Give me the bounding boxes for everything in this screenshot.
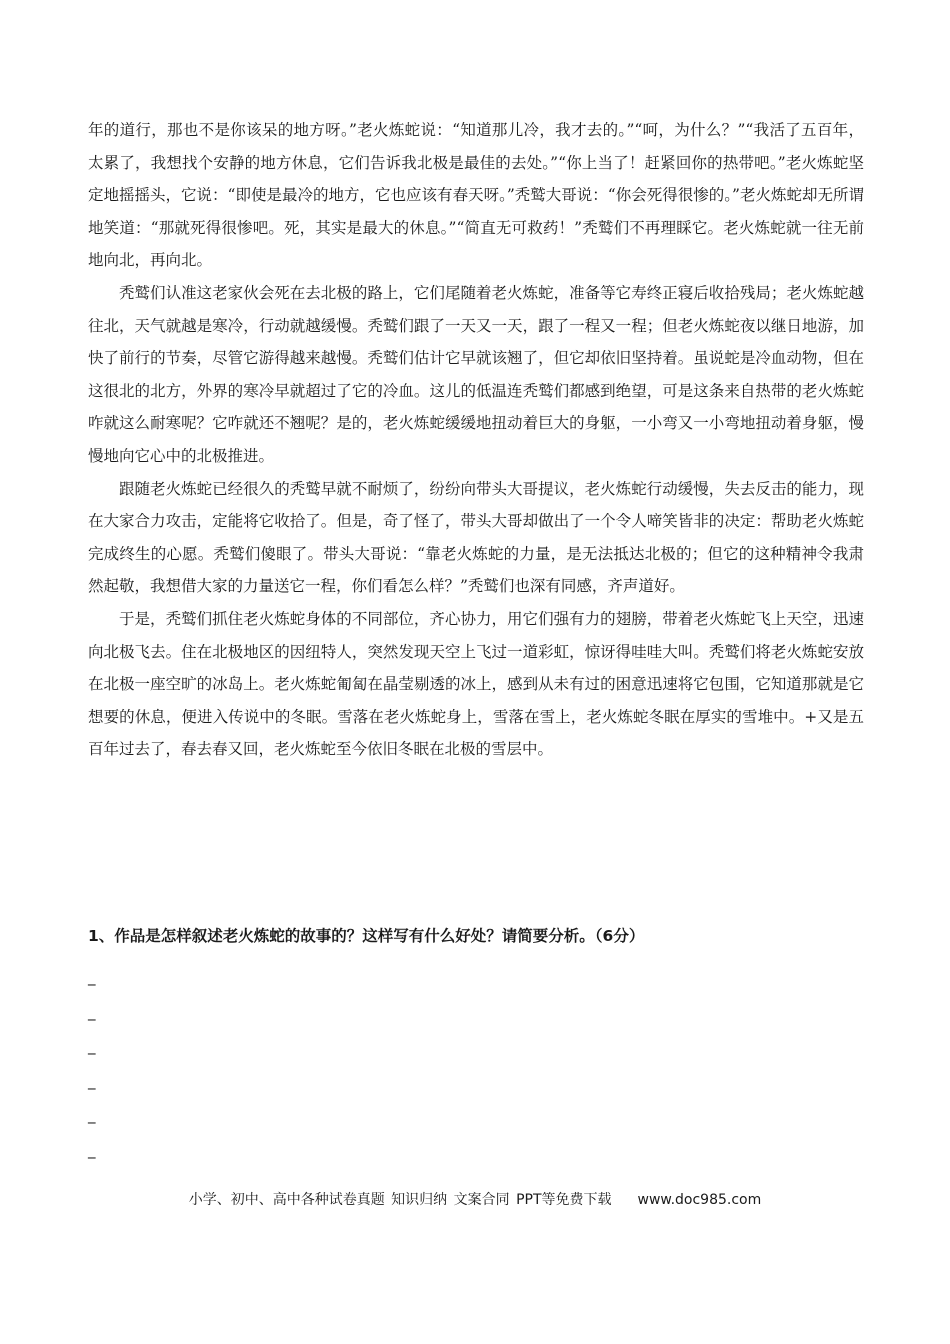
answer-area	[88, 960, 288, 1167]
answer-line-5[interactable]: _	[88, 1106, 96, 1124]
story-paragraph-4: 于是，秃鹫们抓住老火炼蛇身体的不同部位，齐心协力，用它们强有力的翅膀，带着老火炼蛇飞上天空，迅速向北极飞去。住在北极地区的因纽特人，突然发现天空上飞过一道彩虹，惊讶得哇哇大叫。秃鹫们将老火炼蛇安放在北极一座空旷的冰岛上。老火炼蛇匍匐在晶莹剔透的冰上，感到从未有过的困意迅速将它包围，它知道那就是它想要的休息，便进入传说中的冬眠。雪落在老火炼蛇身上，雪落在雪上，老火炼蛇冬眠在厚实的雪堆中。+又是五百年过去了，春去春又回，老火炼蛇至今依旧冬眠在北极的雪层中。	[88, 609, 864, 759]
story-paragraph-3: 跟随老火炼蛇已经很久的秃鹫早就不耐烦了，纷纷向带头大哥提议，老火炼蛇行动缓慢，失去反击的能力，现在大家合力攻击，定能将它收拾了。但是，奇了怪了，带头大哥却做出了一个令人啼笑皆非的决定：帮助老火炼蛇完成终生的心愿。秃鹫们傻眼了。带头大哥说：“靠老火炼蛇的力量，是无法抵达北极的；但它的这种精神令我肃然起敬，我想借大家的力量送它一程，你们看怎么样？”秃鹫们也深有同感，齐声道好。	[88, 479, 864, 596]
answer-line-4[interactable]: _	[88, 1071, 96, 1090]
footer-text: 小学、初中、高中各种试卷真题 知识归纳 文案合同 PPT等免费下载	[188, 1192, 612, 1208]
answer-line-1[interactable]: _	[88, 968, 96, 986]
question-1: 1、作品是怎样叙述老火炼蛇的故事的？这样写有什么好处？请简要分析。（6分）	[88, 927, 645, 945]
story-paragraph-2: 秃鹫们认准这老家伙会死在去北极的路上，它们尾随着老火炼蛇，准备等它寿终正寝后收拾残局；老火炼蛇越往北，天气就越是寒冷，行动就越缓慢。秃鹫们跟了一天又一天，跟了一程又一程；但老火炼蛇夜以继日地游，加快了前行的节奏，尽管它游得越来越慢。秃鹫们估计它早就该翘了，但它却依旧坚持着。虽说蛇是冷血动物，但在这很北的北方，外界的寒冷早就超过了它的冷血。这儿的低温连秃鹫们都感到绝望，可是这条来自热带的老火炼蛇咋就这么耐寒呢？它咋就还不翘呢？是的，老火炼蛇缓缓地扭动着巨大的身躯，一小弯又一小弯地扭动着身躯，慢慢地向它心中的北极推进。	[88, 283, 864, 465]
story-text	[88, 114, 864, 766]
answer-line-6[interactable]: _	[88, 1140, 96, 1159]
footer-url[interactable]: www.doc985.com	[637, 1192, 762, 1208]
page-footer	[0, 1188, 950, 1212]
story-paragraph-1: 年的道行，那也不是你该呆的地方呀。”老火炼蛇说：“知道那儿冷，我才去的。”“呵，为什么？”“我活了五百年，太累了，我想找个安静的地方休息，它们告诉我北极是最佳的去处。”“你上当了！赶紧回你的热带吧。”老火炼蛇坚定地摇摇头，它说：“即使是最冷的地方，它也应该有春天呀。”秃鹫大哥说：“你会死得很惨的。”老火炼蛇却无所谓地笑道：“那就死得很惨吧。死，其实是最大的休息。”“简直无可救药！”秃鹫们不再理睬它。老火炼蛇就一往无前地向北，再向北。	[88, 121, 864, 270]
answer-line-3[interactable]: _	[88, 1037, 96, 1055]
answer-line-2[interactable]: _	[88, 1002, 96, 1021]
